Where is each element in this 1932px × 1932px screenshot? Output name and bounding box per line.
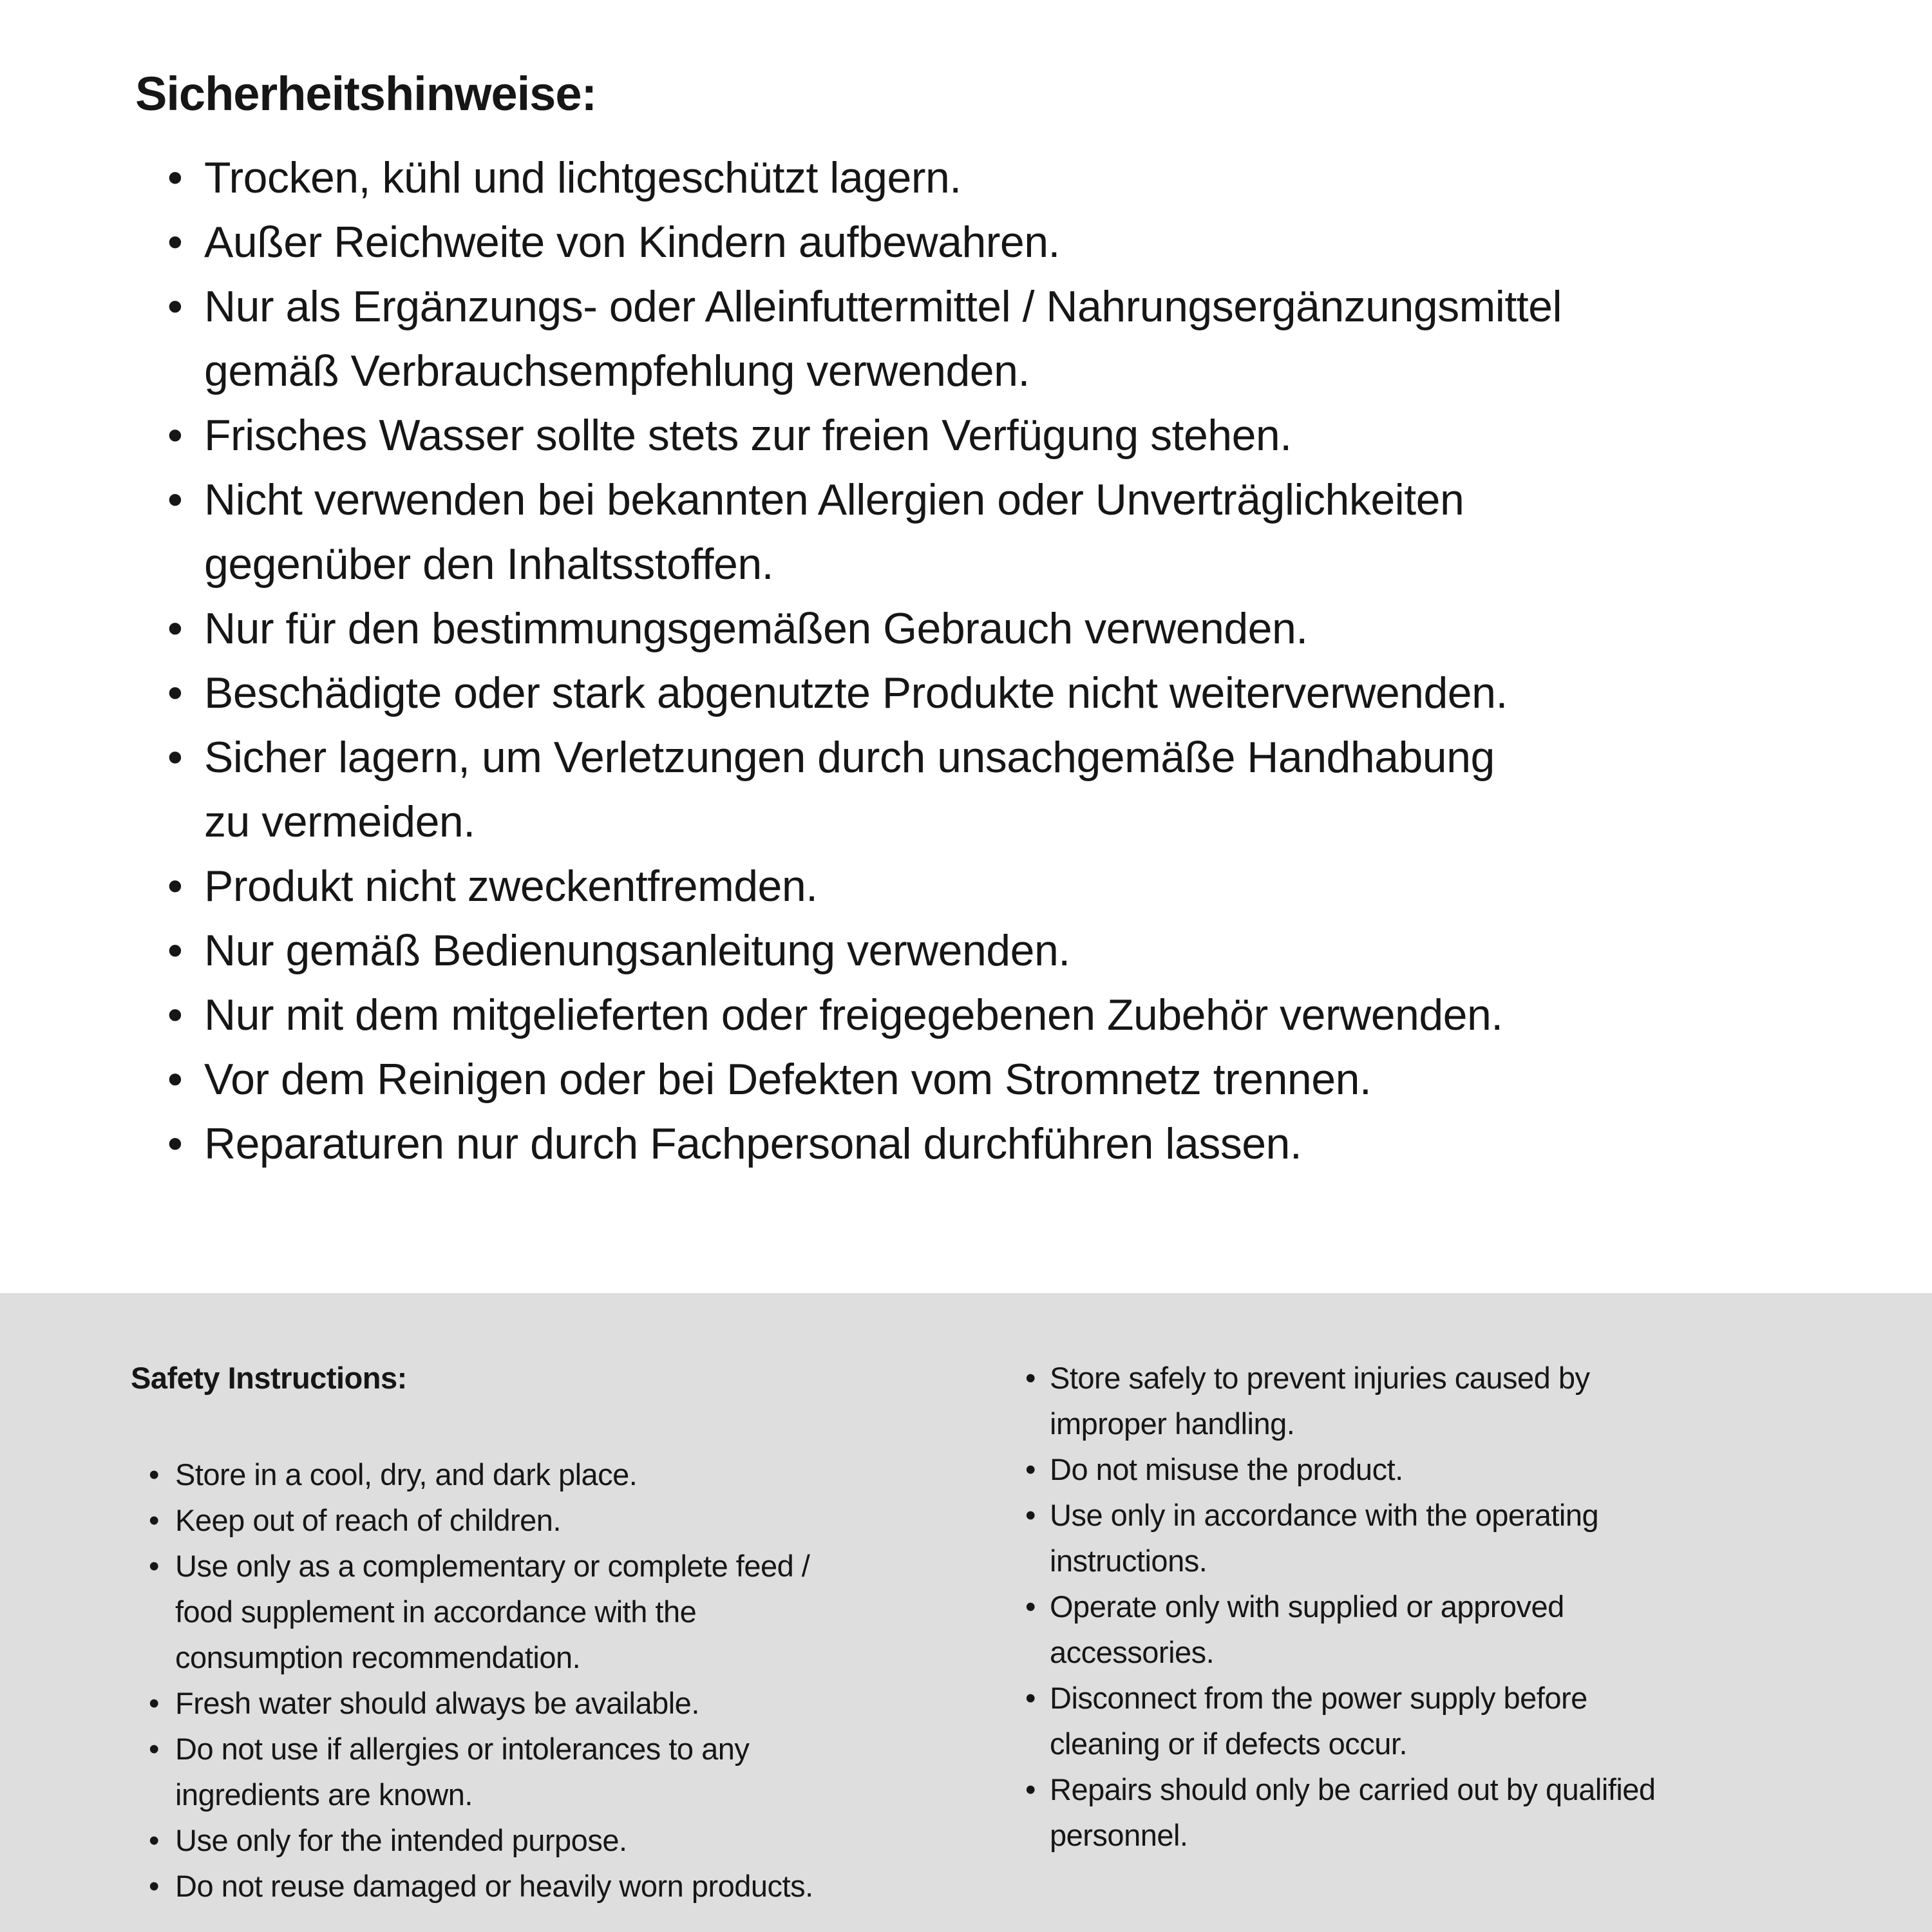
bullet-text: accessories. bbox=[1050, 1635, 1215, 1669]
bullet-item bbox=[135, 983, 1932, 1047]
bullet-spacer bbox=[149, 1772, 175, 1817]
bullet-text: Operate only with supplied or approved bbox=[1050, 1589, 1564, 1624]
bullet-text: consumption recommendation. bbox=[175, 1640, 581, 1674]
bullet-item bbox=[135, 210, 1932, 274]
bullet-text: Do not misuse the product. bbox=[1050, 1452, 1403, 1486]
bullet-text: Reparaturen nur durch Fachpersonal durchführen lassen. bbox=[204, 1119, 1302, 1168]
bullet-text: Nur mit dem mitgelieferten oder freigegebenen Zubehör verwenden. bbox=[204, 990, 1503, 1039]
bullet-marker: • bbox=[167, 1119, 183, 1168]
bullet-marker: • bbox=[149, 1457, 159, 1492]
bullet-text: Store in a cool, dry, and dark place. bbox=[175, 1457, 638, 1492]
bullet-marker: • bbox=[1025, 1772, 1036, 1806]
bullet-marker: • bbox=[167, 282, 183, 331]
bullet-spacer bbox=[167, 790, 204, 854]
bullet-text: Trocken, kühl und lichtgeschützt lagern. bbox=[204, 153, 961, 202]
bullet-text: Beschädigte oder stark abgenutzte Produkte nicht weiterverwenden. bbox=[204, 668, 1508, 717]
bullet-marker: • bbox=[1025, 1681, 1036, 1715]
bullet-marker: • bbox=[1025, 1452, 1036, 1486]
bullet-marker: • bbox=[1025, 1498, 1036, 1532]
bullet-marker: • bbox=[149, 1823, 159, 1857]
english-left-bullet-list bbox=[131, 1452, 1000, 1909]
bullet-text: Use only as a complementary or complete feed / bbox=[175, 1549, 810, 1583]
bullet-spacer bbox=[1025, 1629, 1050, 1675]
bullet-text: Fresh water should always be available. bbox=[175, 1686, 699, 1720]
bullet-text: food supplement in accordance with the bbox=[175, 1595, 697, 1629]
bullet-item bbox=[135, 725, 1932, 790]
bullet-text: Do not use if allergies or intolerances to any bbox=[175, 1732, 750, 1766]
bullet-marker: • bbox=[167, 475, 183, 524]
bullet-marker: • bbox=[149, 1686, 159, 1720]
english-section-title: Safety Instructions: bbox=[131, 1361, 407, 1395]
bullet-text: gemäß Verbrauchsempfehlung verwenden. bbox=[204, 346, 1030, 395]
bullet-text: Store safely to prevent injuries caused by bbox=[1050, 1361, 1590, 1395]
bullet-continuation bbox=[135, 339, 1932, 403]
bullet-text: Nur gemäß Bedienungsanleitung verwenden. bbox=[204, 926, 1070, 975]
bullet-marker: • bbox=[149, 1869, 159, 1903]
bullet-marker: • bbox=[167, 926, 183, 975]
bullet-spacer bbox=[167, 339, 204, 403]
bullet-text: Vor dem Reinigen oder bei Defekten vom Stromnetz trennen. bbox=[204, 1055, 1372, 1104]
bullet-marker: • bbox=[167, 733, 183, 782]
bullet-item bbox=[1025, 1355, 1862, 1401]
bullet-continuation bbox=[1025, 1721, 1862, 1766]
bullet-text: ingredients are known. bbox=[175, 1777, 473, 1812]
english-section bbox=[0, 1293, 1932, 1932]
bullet-text: Sicher lagern, um Verletzungen durch unsachgemäße Handhabung bbox=[204, 733, 1495, 782]
bullet-continuation bbox=[131, 1772, 1000, 1817]
bullet-text: Repairs should only be carried out by qualified bbox=[1050, 1772, 1656, 1806]
bullet-marker: • bbox=[167, 1055, 183, 1104]
bullet-spacer bbox=[1025, 1812, 1050, 1858]
bullet-continuation bbox=[135, 532, 1932, 596]
bullet-item bbox=[135, 468, 1932, 532]
bullet-item bbox=[135, 661, 1932, 725]
bullet-marker: • bbox=[167, 668, 183, 717]
bullet-text: Keep out of reach of children. bbox=[175, 1503, 562, 1537]
bullet-text: Use only in accordance with the operating bbox=[1050, 1498, 1599, 1532]
bullet-text: Nicht verwenden bei bekannten Allergien oder Unverträglichkeiten bbox=[204, 475, 1464, 524]
bullet-continuation bbox=[1025, 1629, 1862, 1675]
bullet-item bbox=[1025, 1492, 1862, 1538]
bullet-item bbox=[135, 854, 1932, 918]
bullet-item bbox=[135, 1112, 1932, 1176]
bullet-item bbox=[131, 1817, 1000, 1863]
german-bullet-list bbox=[135, 146, 1932, 1176]
bullet-spacer bbox=[1025, 1538, 1050, 1584]
bullet-text: personnel. bbox=[1050, 1818, 1188, 1852]
bullet-spacer bbox=[1025, 1721, 1050, 1766]
english-right-column bbox=[1025, 1355, 1862, 1858]
bullet-text: gegenüber den Inhaltsstoffen. bbox=[204, 540, 774, 589]
bullet-text: instructions. bbox=[1050, 1544, 1208, 1578]
bullet-spacer bbox=[149, 1634, 175, 1680]
english-right-bullet-list bbox=[1025, 1355, 1862, 1858]
bullet-text: Do not reuse damaged or heavily worn products. bbox=[175, 1869, 813, 1903]
bullet-marker: • bbox=[1025, 1589, 1036, 1624]
bullet-text: improper handling. bbox=[1050, 1406, 1295, 1441]
bullet-item bbox=[131, 1680, 1000, 1726]
bullet-marker: • bbox=[167, 604, 183, 653]
bullet-continuation bbox=[1025, 1538, 1862, 1584]
bullet-marker: • bbox=[167, 153, 183, 202]
bullet-item bbox=[135, 146, 1932, 210]
bullet-spacer bbox=[149, 1589, 175, 1634]
bullet-item bbox=[131, 1863, 1000, 1909]
bullet-text: Produkt nicht zweckentfremden. bbox=[204, 862, 818, 911]
bullet-marker: • bbox=[1025, 1361, 1036, 1395]
bullet-text: Außer Reichweite von Kindern aufbewahren. bbox=[204, 218, 1060, 267]
bullet-text: Nur als Ergänzungs- oder Alleinfuttermittel / Nahrungsergänzungsmittel bbox=[204, 282, 1562, 331]
german-section-title: Sicherheitshinweise: bbox=[135, 67, 597, 120]
bullet-continuation bbox=[135, 790, 1932, 854]
bullet-item bbox=[1025, 1584, 1862, 1629]
bullet-marker: • bbox=[149, 1549, 159, 1583]
bullet-continuation bbox=[1025, 1812, 1862, 1858]
bullet-text: Frisches Wasser sollte stets zur freien Verfügung stehen. bbox=[204, 411, 1292, 460]
bullet-item bbox=[131, 1726, 1000, 1772]
bullet-continuation bbox=[131, 1634, 1000, 1680]
bullet-marker: • bbox=[149, 1732, 159, 1766]
bullet-item bbox=[1025, 1446, 1862, 1492]
bullet-item bbox=[135, 918, 1932, 983]
bullet-item bbox=[131, 1543, 1000, 1589]
english-left-column bbox=[131, 1355, 1000, 1909]
bullet-text: zu vermeiden. bbox=[204, 797, 475, 846]
bullet-marker: • bbox=[149, 1503, 159, 1537]
bullet-marker: • bbox=[167, 218, 183, 267]
bullet-item bbox=[131, 1497, 1000, 1543]
bullet-continuation bbox=[1025, 1401, 1862, 1446]
bullet-marker: • bbox=[167, 411, 183, 460]
bullet-text: cleaning or if defects occur. bbox=[1050, 1727, 1408, 1761]
bullet-text: Use only for the intended purpose. bbox=[175, 1823, 627, 1857]
bullet-spacer bbox=[167, 532, 204, 596]
bullet-spacer bbox=[1025, 1401, 1050, 1446]
bullet-marker: • bbox=[167, 862, 183, 911]
bullet-continuation bbox=[131, 1589, 1000, 1634]
bullet-item bbox=[135, 596, 1932, 661]
bullet-marker: • bbox=[167, 990, 183, 1039]
bullet-text: Nur für den bestimmungsgemäßen Gebrauch verwenden. bbox=[204, 604, 1308, 653]
bullet-item bbox=[135, 274, 1932, 339]
bullet-item bbox=[135, 403, 1932, 468]
bullet-item bbox=[1025, 1766, 1862, 1812]
bullet-text: Disconnect from the power supply before bbox=[1050, 1681, 1587, 1715]
bullet-item bbox=[1025, 1675, 1862, 1721]
bullet-item bbox=[135, 1047, 1932, 1112]
bullet-item bbox=[131, 1452, 1000, 1497]
